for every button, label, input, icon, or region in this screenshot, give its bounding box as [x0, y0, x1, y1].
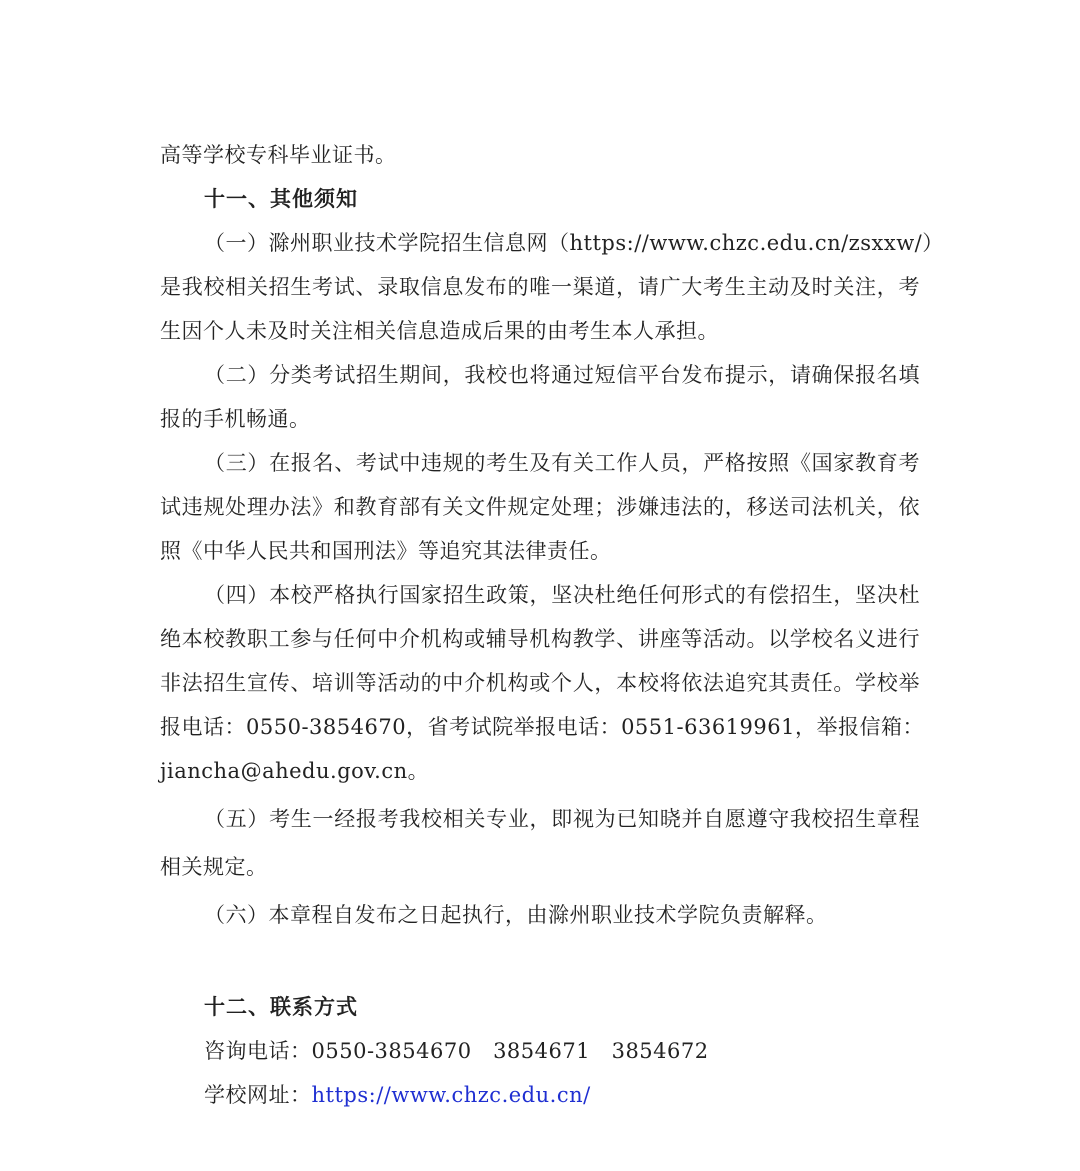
item-4-line-1: （四）本校严格执行国家招生政策，坚决杜绝任何形式的有偿招生，坚决杜 [204, 583, 920, 607]
section-11-heading: 十一、其他须知 [204, 187, 358, 211]
item-3-line-3: 照《中华人民共和国刑法》等追究其法律责任。 [160, 539, 612, 563]
item-3-line-1: （三）在报名、考试中违规的考生及有关工作人员，严格按照《国家教育考 [204, 451, 920, 475]
item-2-line-2: 报的手机畅通。 [160, 407, 311, 431]
school-website-link[interactable]: https://www.chzc.edu.cn/ [311, 1083, 591, 1107]
school-website-label: 学校网址： [204, 1083, 312, 1107]
item-4-line-5: jiancha@ahedu.gov.cn。 [160, 759, 430, 783]
item-6-line-1: （六）本章程自发布之日起执行，由滁州职业技术学院负责解释。 [204, 903, 828, 927]
section-12-heading: 十二、联系方式 [204, 995, 358, 1019]
consult-phone-label: 咨询电话： [204, 1039, 312, 1063]
item-1-line-3: 生因个人未及时关注相关信息造成后果的由考生本人承担。 [160, 319, 719, 343]
item-5-line-1: （五）考生一经报考我校相关专业，即视为已知晓并自愿遵守我校招生章程 [204, 807, 920, 831]
item-4-line-3: 非法招生宣传、培训等活动的中介机构或个人，本校将依法追究其责任。学校举 [160, 671, 920, 695]
item-1-line-1: （一）滁州职业技术学院招生信息网（https://www.chzc.edu.cn/zsxxw/） [204, 231, 944, 255]
item-2-line-1: （二）分类考试招生期间，我校也将通过短信平台发布提示，请确保报名填 [204, 363, 920, 387]
paragraph-tail: 高等学校专科毕业证书。 [160, 143, 397, 167]
school-website-row [204, 1080, 591, 1110]
consult-phone-value: 0550-3854670 3854671 3854672 [311, 1039, 709, 1063]
item-5-line-2: 相关规定。 [160, 855, 268, 879]
consult-phone-row [204, 1036, 709, 1066]
item-4-line-2: 绝本校教职工参与任何中介机构或辅导机构教学、讲座等活动。以学校名义进行 [160, 627, 920, 651]
item-3-line-2: 试违规处理办法》和教育部有关文件规定处理；涉嫌违法的，移送司法机关，依 [160, 495, 920, 519]
item-1-line-2: 是我校相关招生考试、录取信息发布的唯一渠道，请广大考生主动及时关注，考 [160, 275, 920, 299]
item-4-line-4: 报电话：0550-3854670，省考试院举报电话：0551-63619961，举报信箱： [160, 715, 924, 739]
